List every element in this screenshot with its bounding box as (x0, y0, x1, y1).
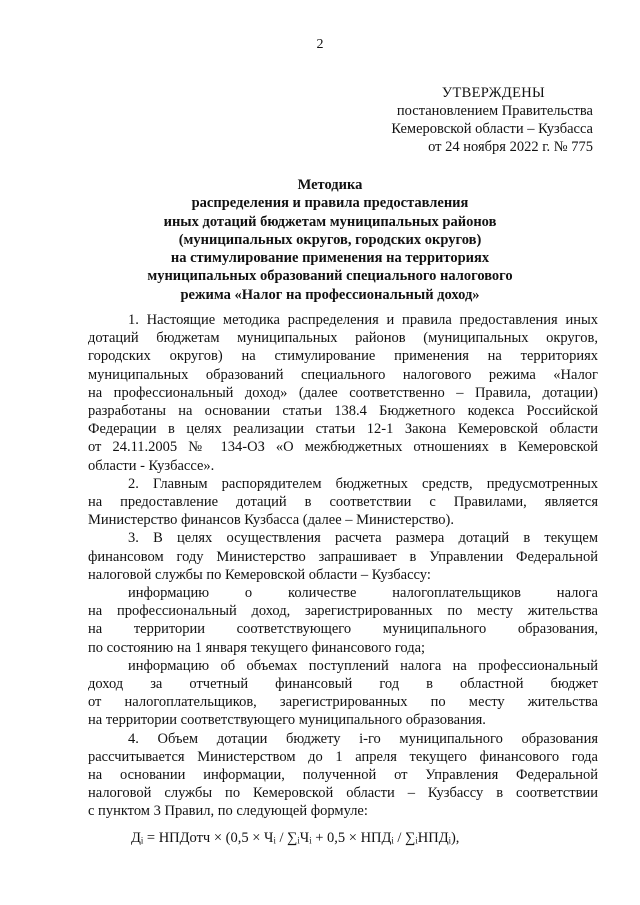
paragraph-line: информацию о количестве налогоплательщиков налога (128, 585, 598, 602)
paragraph-line: Министерство финансов Кузбасса (далее – Министерство). (88, 512, 455, 529)
paragraph-line: налоговой службы по Кемеровской области – Кузбассу: (88, 566, 431, 583)
paragraph-line: на предоставление дотаций в соответствии с Правилами, является (88, 494, 598, 511)
approval-block (333, 84, 593, 156)
paragraph-line: информацию об объемах поступлений налога на профессиональный (128, 657, 598, 674)
title-line: иных дотаций бюджетам муниципальных районов (163, 213, 497, 230)
paragraph-line: на территории соответствующего муниципального образования. (88, 712, 486, 729)
paragraph-line: 1. Настоящие методика распределения и правила предоставления иных (128, 312, 598, 328)
paragraph-line: 2. Главным распорядителем бюджетных средств, предусмотренных (128, 475, 598, 492)
approval-heading: УТВЕРЖДЕНЫ (441, 85, 545, 101)
approval-line: от 24 ноября 2022 г. № 775 (428, 139, 593, 155)
document-body (88, 311, 598, 821)
title-line: режима «Налог на профессиональный доход» (180, 286, 480, 303)
paragraph-line: на основании информации, полученной от Управления Федеральной (88, 767, 598, 784)
paragraph-line: по состоянию на 1 января текущего финансового года; (88, 639, 426, 656)
page-number: 2 (316, 37, 324, 52)
formula: Дᵢ = НПДотч × (0,5 × Чᵢ / ∑ᵢЧᵢ + 0,5 × НПДᵢ / ∑ᵢНПДᵢ), (131, 830, 460, 846)
paragraph-line: городских округов) на стимулирование применения на территориях (88, 348, 598, 365)
approval-line: постановлением Правительства (396, 103, 593, 119)
paragraph-line: области - Кузбассе». (88, 457, 215, 474)
paragraph-line: 4. Объем дотации бюджету i-го муниципального образования (128, 730, 598, 747)
paragraph-line: финансовом году Министерство запрашивает в Управлении Федеральной (88, 548, 598, 565)
paragraph-line: доход за отчетный финансовый год в областной бюджет (88, 676, 598, 693)
paragraph-line: рассчитывается Министерством до 1 апреля текущего финансового года (88, 748, 598, 765)
paragraph-line: Федерации в целях реализации статьи 12-1 Закона Кемеровской области (88, 421, 598, 438)
title-line: (муниципальных округов, городских округов) (178, 231, 482, 248)
paragraph-line: с пунктом 3 Правил, по следующей формуле: (88, 803, 368, 820)
paragraph-line: на профессиональный доход, зарегистрированных по месту жительства (88, 603, 598, 620)
paragraph-line: налоговой службы по Кемеровской области – Кузбассу в соответствии (88, 785, 598, 802)
paragraph-line: на профессиональный доход» (далее соответственно – Правила, дотации) (88, 384, 598, 401)
title-line: муниципальных образований специального налогового (147, 268, 513, 285)
paragraph-line: муниципальных образований специального налогового режима «Налог (88, 366, 598, 383)
title-line: на стимулирование применения на территориях (170, 250, 490, 267)
title-line: Методика (297, 177, 363, 193)
paragraph-line: дотаций бюджетам муниципальных районов (муниципальных округов, (88, 330, 598, 347)
approval-line: Кемеровской области – Кузбасса (391, 121, 593, 137)
document-title (60, 176, 600, 304)
paragraph-line: 3. В целях осуществления расчета размера дотаций в текущем (128, 530, 598, 547)
title-line: распределения и правила предоставления (191, 195, 469, 212)
paragraph-line: от 24.11.2005 № 134-ОЗ «О межбюджетных отношениях в Кемеровской (88, 439, 598, 456)
paragraph-line: от налогоплательщиков, зарегистрированных по месту жительства (88, 694, 598, 711)
paragraph-line: разработаны на основании статьи 138.4 Бюджетного кодекса Российской (88, 403, 598, 420)
paragraph-line: на территории соответствующего муниципального образования, (88, 621, 598, 638)
